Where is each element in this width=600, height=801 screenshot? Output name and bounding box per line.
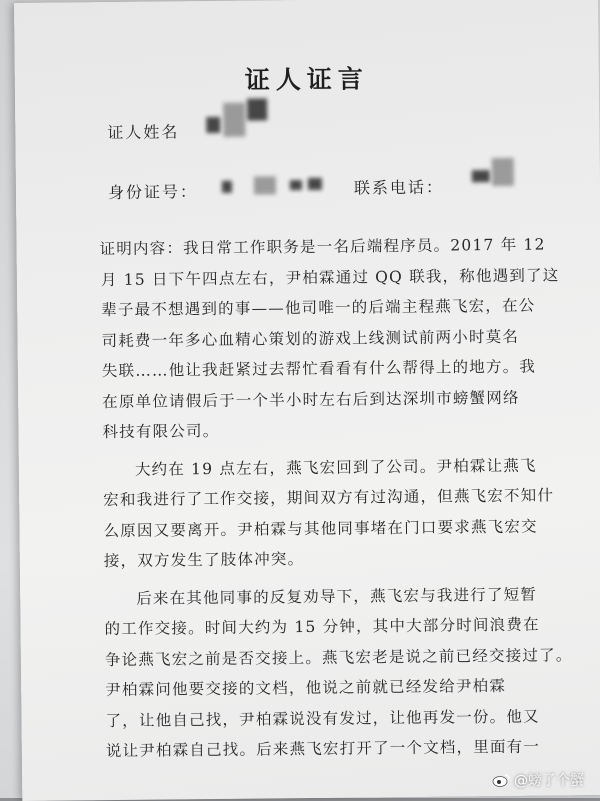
text-line: 证明内容：我日常工作职务是一名后端程序员。2017 年 12 xyxy=(99,235,546,259)
text-line: 说让尹柏霖自己找。后来燕飞宏打开了一个文档，里面有一 xyxy=(105,737,541,761)
text-line: 后来在其他同事的反复劝导下，燕飞宏与我进行了短暂 xyxy=(136,585,538,608)
text-line: 宏和我进行了工作交接，期间双方有过沟通，但燕飞宏不知什 xyxy=(103,486,555,510)
text-line: 尹柏霖问他要交接的文档，他说之前就已经发给尹柏霖 xyxy=(105,676,507,700)
redacted-name xyxy=(206,117,220,133)
text-line: 的工作交接。时间大约为 15 分钟，其中大部分时间浪费在 xyxy=(104,615,540,639)
text-line: 了，让他自己找，尹柏霖说没有发过，让他再发一份。他又 xyxy=(105,707,540,730)
paragraph xyxy=(100,229,582,448)
redacted-phone xyxy=(492,158,514,186)
redacted-id-number xyxy=(290,180,302,190)
text-line: 争论燕飞宏之前是否交接上。燕飞宏老是说之前已经交接过了。 xyxy=(104,645,573,669)
text-line: 大约在 19 点左右，燕飞宏回到了公司。尹柏霖让燕飞 xyxy=(134,456,537,479)
paragraph xyxy=(104,579,586,767)
watermark-text: @螃了个蟹 xyxy=(514,773,584,789)
document-title: 证人证言 xyxy=(244,64,369,95)
text-line: 么原因又要离开。尹柏霖与其他同事堵在门口要求燕飞宏交 xyxy=(103,517,538,540)
paragraph xyxy=(103,450,584,577)
text-line: 月 15 日下午四点左右，尹柏霖通过 QQ 联我，称他遇到了这 xyxy=(100,265,560,289)
redacted-id-number xyxy=(308,178,322,190)
text-line: 接，双方发生了肢体冲突。 xyxy=(103,550,305,571)
weibo-watermark xyxy=(492,770,584,790)
redacted-phone xyxy=(472,170,490,182)
redacted-name xyxy=(247,98,267,120)
text-line: 辈子最不想遇到的事——他司唯一的后端主程燕飞宏，在公 xyxy=(101,296,536,320)
text-line: 科技有限公司。 xyxy=(102,421,220,442)
text-line: 司耗费一年多心血精心策划的游戏上线测试前两小时莫名 xyxy=(101,327,520,350)
redacted-name xyxy=(223,103,245,137)
text-line: 在原单位请假后于一个半小时左右后到达深圳市螃蟹网络 xyxy=(102,388,520,411)
content-label: 证明内容： xyxy=(99,239,184,259)
redacted-id-number xyxy=(254,176,276,194)
name-label: 证人姓名 xyxy=(107,122,180,143)
testimony-paper xyxy=(14,0,600,801)
testimony-content xyxy=(100,229,586,773)
text-line: 失联……他让我赶紧过去帮忙看看有什么帮得上的地方。我 xyxy=(101,357,537,381)
phone-label: 联系电话： xyxy=(353,177,445,198)
id-number-label: 身份证号： xyxy=(107,182,199,203)
redacted-id-number xyxy=(222,181,232,193)
weibo-icon xyxy=(492,773,510,787)
